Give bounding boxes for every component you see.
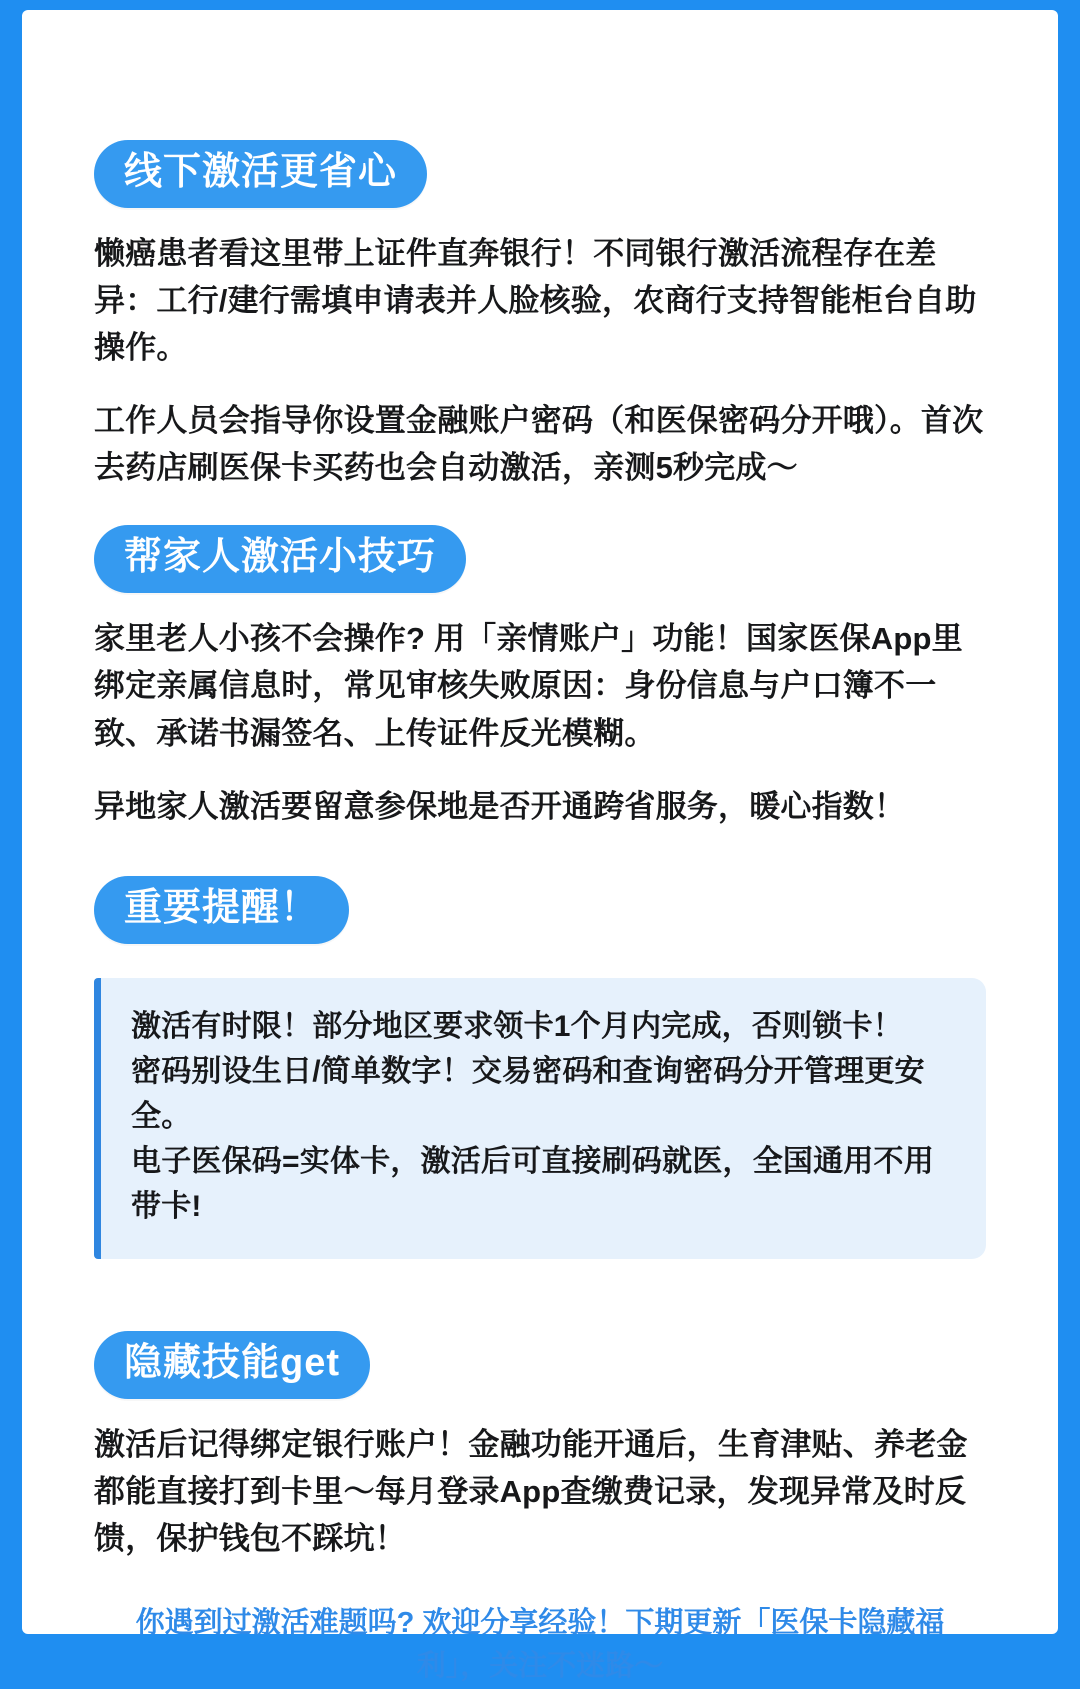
callout-line: 电子医保码=实体卡，激活后可直接刷码就医，全国通用不用带卡!	[131, 1144, 934, 1223]
section-hidden-skill	[94, 1305, 986, 1562]
poster-card	[22, 10, 1058, 1683]
section-heading-offline-activation: 线下激活更省心	[94, 140, 427, 208]
section-important-reminder	[94, 876, 986, 1259]
section-family-activation	[94, 525, 986, 829]
section-paragraph: 懒癌患者看这里带上证件直奔银行！不同银行激活流程存在差异：工行/建行需填申请表并人脸核验，农商行支持智能柜台自助操作。	[94, 235, 977, 366]
callout-line: 密码别设生日/简单数字！交易密码和查询密码分开管理更安全。	[131, 1054, 925, 1133]
section-heading-family-activation: 帮家人激活小技巧	[94, 525, 466, 593]
section-paragraph: 工作人员会指导你设置金融账户密码（和医保密码分开哦）。首次去药店刷医保卡买药也会自动激活，亲测5秒完成～	[94, 403, 984, 486]
section-paragraph: 异地家人激活要留意参保地是否开通跨省服务，暖心指数！	[94, 788, 906, 824]
section-paragraph: 家里老人小孩不会操作? 用「亲情账户」功能！国家医保App里绑定亲属信息时，常见审核失败原因：身份信息与户口簿不一致、承诺书漏签名、上传证件反光模糊。	[94, 621, 963, 751]
footer-call-to-action: 你遇到过激活难题吗? 欢迎分享经验！下期更新「医保卡隐藏福利」，关注不迷路～	[135, 1606, 945, 1683]
section-heading-important-reminder: 重要提醒！	[94, 876, 349, 944]
spacer	[94, 1305, 986, 1331]
section-offline-activation	[94, 140, 986, 491]
section-paragraph: 激活后记得绑定银行账户！金融功能开通后，生育津贴、养老金都能直接打到卡里～每月登录App查缴费记录，发现异常及时反馈，保护钱包不踩坑！	[94, 1426, 968, 1556]
reminder-callout-box	[94, 978, 986, 1259]
section-heading-hidden-skill: 隐藏技能get	[94, 1331, 370, 1399]
callout-line: 激活有时限！部分地区要求领卡1个月内完成，否则锁卡！	[131, 1009, 903, 1043]
poster-content	[22, 10, 1058, 1689]
